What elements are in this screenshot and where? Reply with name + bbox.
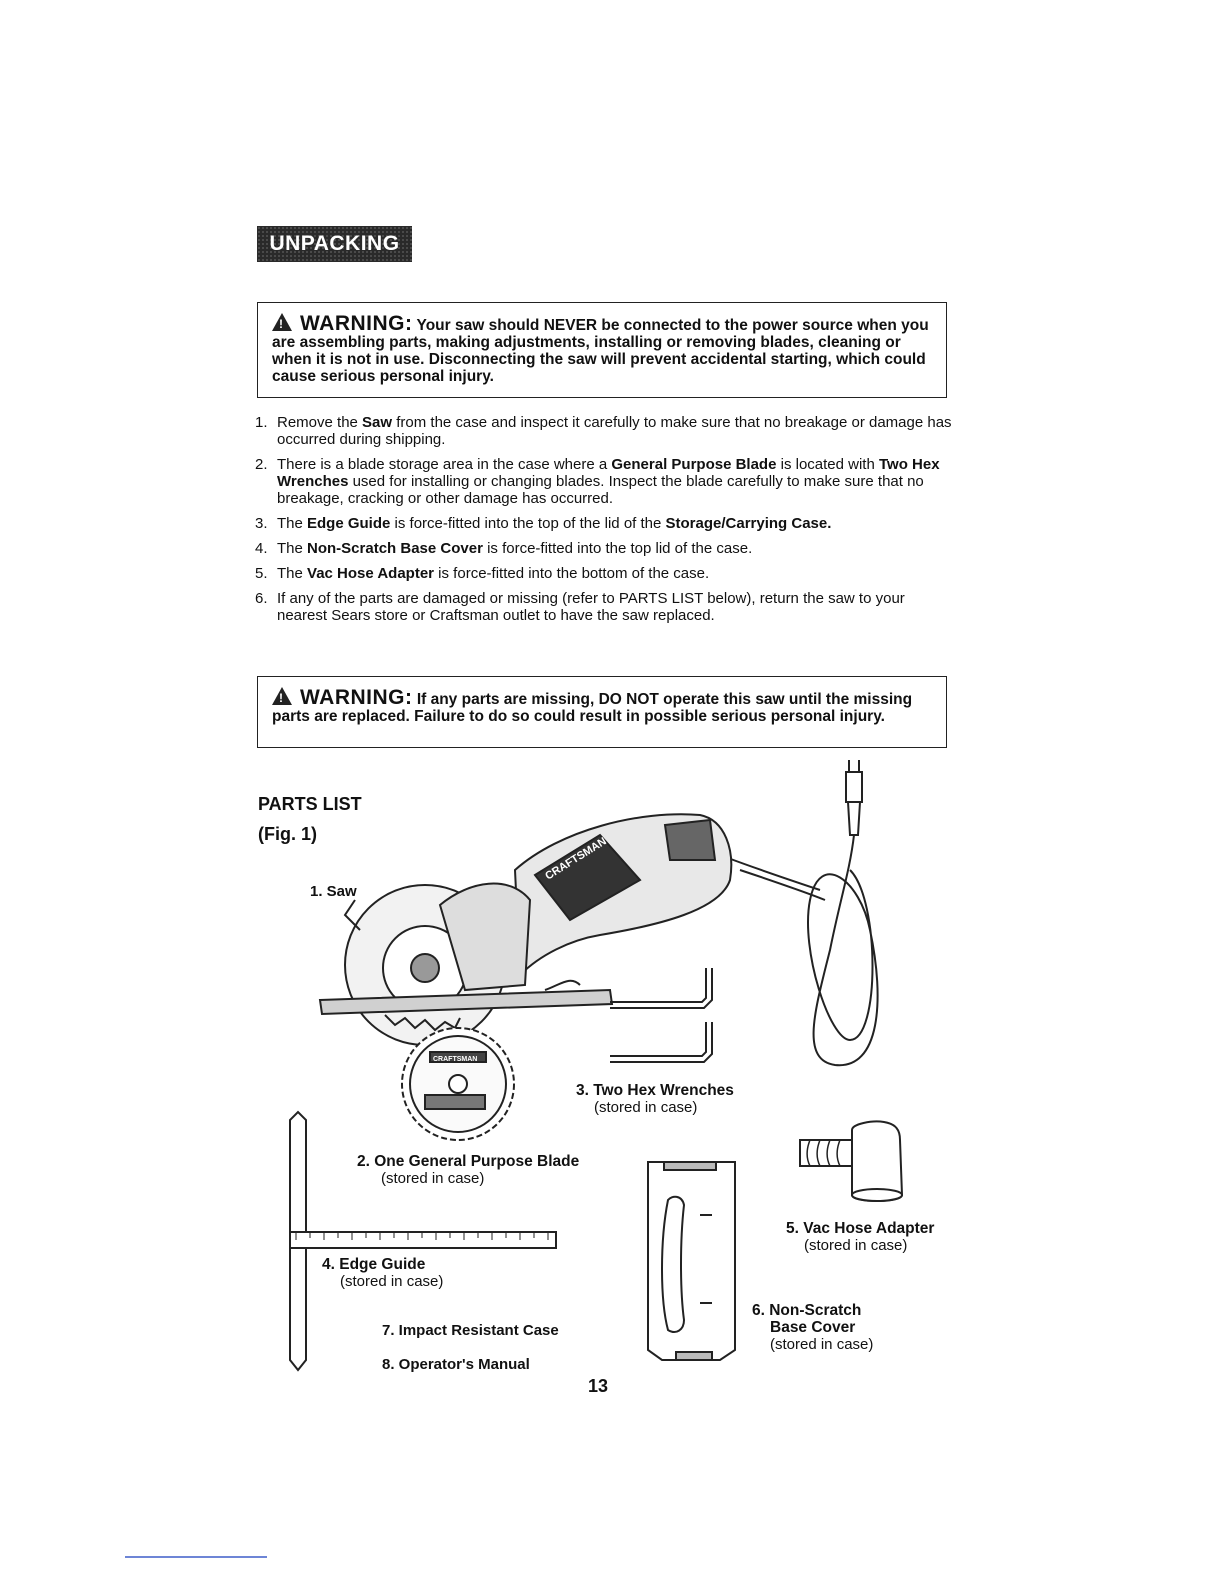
step-bold: Storage/Carrying Case. [665,515,832,532]
blade-brand-text: CRAFTSMAN [433,1056,478,1063]
step-number: 3. [255,515,268,532]
warning-heading: WARNING: [300,686,413,709]
step-bold: Vac Hose Adapter [307,565,435,582]
part-case-label: 7. Impact Resistant Case [382,1322,559,1339]
figure-label: (Fig. 1) [258,824,317,844]
step-text: is force-fitted into the top lid of the case. [482,540,753,557]
part-saw-label: 1. Saw [310,883,357,900]
part-edge-guide-label: 4. Edge Guide [322,1256,426,1273]
step-text: If any of the parts are damaged or missing (refer to PARTS LIST below), return the saw to your nearest Sears store or Craftsman outlet to have the saw replaced. [277,590,905,624]
step-text: The [277,515,308,532]
step-text: is located with [776,456,879,473]
parts-list-title: PARTS LIST [258,794,362,814]
part-wrench-caption [576,1082,734,1116]
part-base-cover-note: (stored in case) [770,1336,874,1353]
step-number: 1. [255,414,268,431]
step-bold: Edge Guide [307,515,391,532]
part-wrench-label: 3. Two Hex Wrenches [576,1082,734,1099]
warning-text: Your saw should NEVER be connected to the power source when you are assembling parts, making adjustments, installing or removing blades, cleaning or when it is not in use. Disconnecting the saw will prevent accidental starting, which could cause serious personal injury. [272,317,929,385]
step-text: used for installing or changing blades. Inspect the blade carefully to make sure that no breakage, cracking or other damage has occurred. [277,473,924,507]
step-number: 5. [255,565,268,582]
part-base-cover-caption [752,1302,873,1353]
page-number: 13 [588,1376,609,1396]
step-text: There is a blade storage area in the case where a [277,456,612,473]
step-text: from the case and inspect it carefully to make sure that no breakage or damage has occurred during shipping. [277,414,952,448]
part-vac-label: 5. Vac Hose Adapter [786,1220,935,1237]
step-text: Remove the [277,414,363,431]
step-number: 4. [255,540,268,557]
part-blade-note: (stored in case) [381,1170,485,1187]
part-base-cover-label-2: Base Cover [770,1319,856,1336]
warning-heading: WARNING: [300,312,413,335]
step-text: is force-fitted into the top of the lid of the [390,515,666,532]
step-text: The [277,540,308,557]
step-bold: Non-Scratch Base Cover [307,540,483,557]
step-number: 6. [255,590,268,607]
step-bold: Saw [362,414,393,431]
step-bold: General Purpose Blade [611,456,777,473]
step-text: The [277,565,308,582]
part-base-cover-label: 6. Non-Scratch [752,1302,862,1319]
warning-text: If any parts are missing, DO NOT operate this saw until the missing parts are replaced. Failure to do so could result in possible serious personal injury. [272,691,913,725]
part-wrench-note: (stored in case) [594,1099,698,1116]
part-blade-label: 2. One General Purpose Blade [357,1153,580,1170]
step-text: is force-fitted into the bottom of the case. [434,565,710,582]
saw-brand-text: CRAFTSMAN [543,835,609,883]
part-vac-note: (stored in case) [804,1237,908,1254]
part-edge-guide-note: (stored in case) [340,1273,444,1290]
part-vac-caption [786,1220,934,1254]
section-title: UNPACKING [257,226,412,262]
step-bold: Two Hex Wrenches [277,456,940,490]
part-blade-caption [357,1153,579,1187]
part-manual-label: 8. Operator's Manual [382,1356,530,1373]
step-number: 2. [255,456,268,473]
divider-line [125,1556,267,1558]
part-edge-guide-caption [322,1256,443,1290]
